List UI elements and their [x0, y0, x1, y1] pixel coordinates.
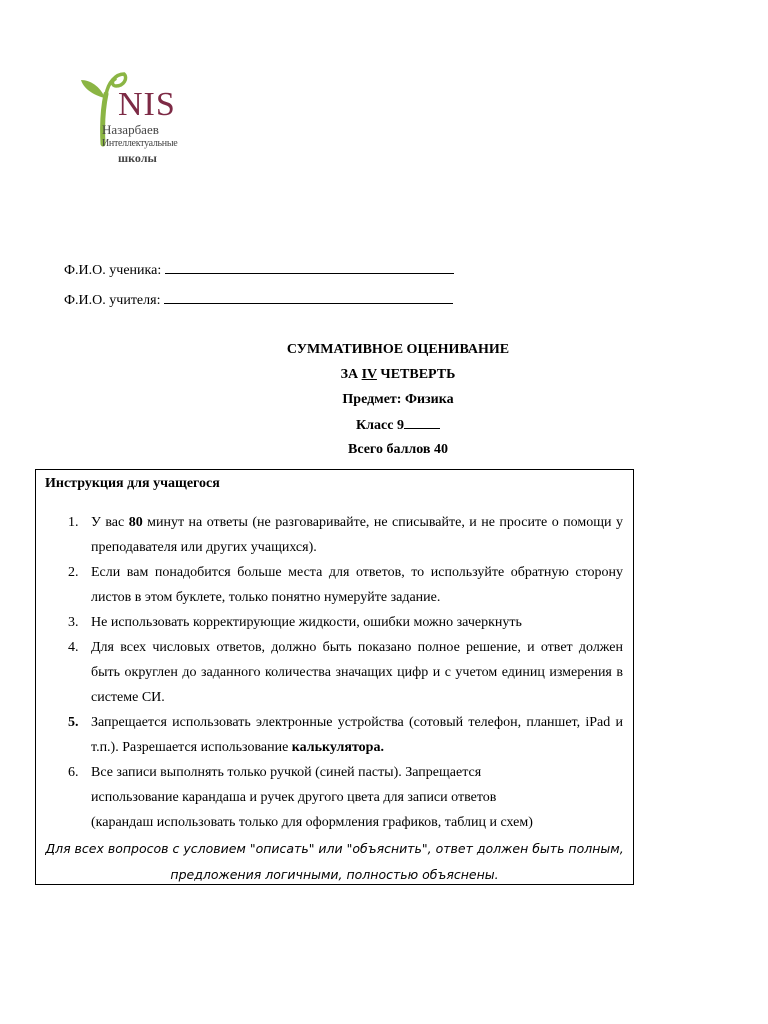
instruction-item: 6. Все записи выполнять только ручкой (синей пасты). Запрещается использование карандаша и ручек другого цвета для записи ответов (карандаш использовать только для оформления графиков, таблиц и схем)	[36, 760, 633, 835]
quarter-number: IV	[361, 367, 377, 382]
logo-line-3: школы	[118, 151, 157, 165]
quarter-prefix: ЗА	[340, 367, 359, 382]
student-name-field	[64, 261, 454, 279]
logo-line-1: Назарбаев	[102, 122, 159, 137]
instruction-item: 4. Для всех числовых ответов, должно быть показано полное решение, и ответ должен быть округлен до заданного количества значащих цифр и с учетом единиц измерения в системе СИ.	[36, 635, 633, 710]
logo-brand: NIS	[118, 86, 176, 123]
grade-text: Класс 9	[356, 418, 404, 433]
logo-line-2: Интеллектуальные	[102, 138, 178, 149]
instruction-item: 1. У вас 80 минут на ответы (не разговаривайте, не списывайте, и не просите о помощи у преподавателя или других учащихся).	[36, 510, 633, 560]
instruction-number: 4.	[68, 640, 79, 655]
instructions-note: Для всех вопросов с условием "описать" или "объяснить", ответ должен быть полным, предложения логичными, полностью объяснены.	[45, 841, 624, 882]
nis-logo	[78, 68, 198, 168]
total-points: Всего баллов 40	[348, 442, 448, 457]
grade-line	[0, 416, 768, 435]
instructions-box	[35, 469, 634, 885]
teacher-name-field	[64, 291, 453, 309]
subject-line: Предмет: Физика	[342, 392, 454, 407]
instruction-item: 2. Если вам понадобится больше места для ответов, то используйте обратную сторону листов в этом буклете, только понятно нумеруйте задание.	[36, 560, 633, 610]
instruction-item: 3. Не использовать корректирующие жидкости, ошибки можно зачеркнуть	[36, 610, 633, 635]
instruction-number: 1.	[68, 515, 79, 530]
instruction-number: 3.	[68, 615, 79, 630]
instruction-number: 2.	[68, 565, 79, 580]
instruction-number: 6.	[68, 765, 79, 780]
instructions-title: Инструкция для учащегося	[45, 476, 220, 491]
instructions-list	[36, 510, 633, 835]
quarter-line	[0, 366, 768, 384]
teacher-name-label: Ф.И.О. учителя:	[64, 293, 161, 308]
student-name-label: Ф.И.О. ученика:	[64, 263, 162, 278]
student-name-line[interactable]	[165, 261, 454, 274]
instruction-number: 5.	[68, 715, 79, 730]
grade-blank[interactable]	[404, 416, 440, 429]
instruction-item: 5. Запрещается использовать электронные устройства (сотовый телефон, планшет, iPad и т.п.). Разрешается использование калькулятора.	[36, 710, 633, 760]
quarter-suffix: ЧЕТВЕРТЬ	[380, 367, 456, 382]
page-title: СУММАТИВНОЕ ОЦЕНИВАНИЕ	[286, 342, 510, 357]
teacher-name-line[interactable]	[164, 291, 453, 304]
